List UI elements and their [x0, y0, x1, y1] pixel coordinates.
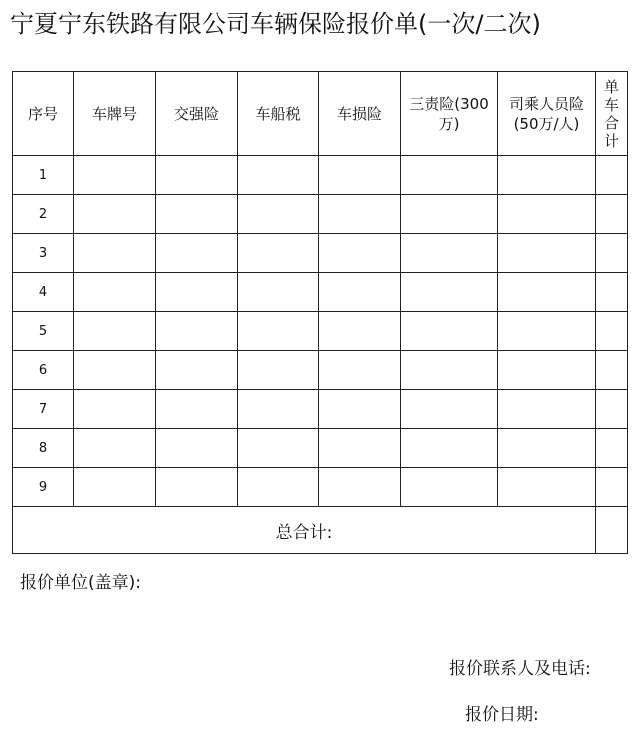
vessel-tax-cell[interactable] [238, 429, 319, 468]
contact-label: 报价联系人及电话: [449, 659, 591, 679]
compulsory-cell[interactable] [156, 312, 238, 351]
compulsory-cell[interactable] [156, 351, 238, 390]
header-single-total-char: 车 [603, 95, 619, 114]
third-party-cell[interactable] [401, 273, 498, 312]
vessel-tax-cell[interactable] [238, 156, 319, 195]
row-seq-cell: 7 [13, 390, 74, 429]
plate-cell[interactable] [74, 312, 156, 351]
plate-cell[interactable] [74, 195, 156, 234]
plate-cell[interactable] [74, 429, 156, 468]
table-row [13, 468, 628, 507]
row-seq-cell: 6 [13, 351, 74, 390]
table-row [13, 234, 628, 273]
passenger-cell[interactable] [498, 156, 596, 195]
row-seq-cell: 1 [13, 156, 74, 195]
damage-cell[interactable] [319, 429, 401, 468]
row-seq-cell: 5 [13, 312, 74, 351]
compulsory-cell[interactable] [156, 195, 238, 234]
header-third-party-line2: 万) [438, 114, 460, 133]
passenger-cell[interactable] [498, 273, 596, 312]
header-third-party-line1: 三责险(300 [409, 94, 489, 113]
single-total-cell[interactable] [596, 351, 628, 390]
third-party-cell[interactable] [401, 195, 498, 234]
vessel-tax-cell[interactable] [238, 195, 319, 234]
plate-cell[interactable] [74, 273, 156, 312]
passenger-cell[interactable] [498, 234, 596, 273]
header-seq: 序号 [13, 72, 74, 156]
table-row [13, 351, 628, 390]
row-seq-cell: 8 [13, 429, 74, 468]
third-party-cell[interactable] [401, 234, 498, 273]
row-seq-cell: 2 [13, 195, 74, 234]
header-compulsory-insurance: 交强险 [156, 72, 238, 156]
quote-date-label: 报价日期: [465, 705, 539, 725]
passenger-cell[interactable] [498, 390, 596, 429]
third-party-cell[interactable] [401, 351, 498, 390]
passenger-cell[interactable] [498, 312, 596, 351]
passenger-cell[interactable] [498, 195, 596, 234]
table-row [13, 312, 628, 351]
vessel-tax-cell[interactable] [238, 351, 319, 390]
header-single-total-char: 合 [603, 113, 619, 132]
quote-table [12, 71, 628, 554]
grand-total-label: 总合计: [13, 507, 596, 554]
plate-cell[interactable] [74, 468, 156, 507]
third-party-cell[interactable] [401, 156, 498, 195]
vessel-tax-cell[interactable] [238, 234, 319, 273]
plate-cell[interactable] [74, 156, 156, 195]
header-single-vehicle-total [596, 72, 628, 156]
header-passenger-line1: 司乘人员险 [508, 94, 584, 113]
compulsory-cell[interactable] [156, 234, 238, 273]
single-total-cell[interactable] [596, 468, 628, 507]
table-row [13, 156, 628, 195]
plate-cell[interactable] [74, 351, 156, 390]
single-total-cell[interactable] [596, 429, 628, 468]
vessel-tax-cell[interactable] [238, 312, 319, 351]
third-party-cell[interactable] [401, 312, 498, 351]
table-row [13, 273, 628, 312]
header-third-party-insurance [401, 72, 498, 156]
damage-cell[interactable] [319, 312, 401, 351]
third-party-cell[interactable] [401, 390, 498, 429]
compulsory-cell[interactable] [156, 156, 238, 195]
header-vessel-tax: 车船税 [238, 72, 319, 156]
plate-cell[interactable] [74, 390, 156, 429]
header-passenger-insurance [498, 72, 596, 156]
quoting-unit-label: 报价单位(盖章): [20, 573, 141, 593]
row-seq-cell: 4 [13, 273, 74, 312]
damage-cell[interactable] [319, 156, 401, 195]
table-body [13, 156, 628, 507]
damage-cell[interactable] [319, 195, 401, 234]
compulsory-cell[interactable] [156, 429, 238, 468]
total-row [13, 507, 628, 554]
plate-cell[interactable] [74, 234, 156, 273]
damage-cell[interactable] [319, 468, 401, 507]
third-party-cell[interactable] [401, 468, 498, 507]
header-single-total-char: 计 [603, 131, 619, 150]
document-title: 宁夏宁东铁路有限公司车辆保险报价单(一次/二次) [10, 10, 541, 38]
header-passenger-line2: (50万/人) [513, 114, 580, 133]
header-damage-insurance: 车损险 [319, 72, 401, 156]
passenger-cell[interactable] [498, 429, 596, 468]
header-plate: 车牌号 [74, 72, 156, 156]
header-single-total-char: 单 [603, 77, 619, 96]
passenger-cell[interactable] [498, 468, 596, 507]
table-row [13, 429, 628, 468]
single-total-cell[interactable] [596, 390, 628, 429]
row-seq-cell: 9 [13, 468, 74, 507]
vessel-tax-cell[interactable] [238, 468, 319, 507]
compulsory-cell[interactable] [156, 390, 238, 429]
compulsory-cell[interactable] [156, 468, 238, 507]
vessel-tax-cell[interactable] [238, 390, 319, 429]
single-total-cell[interactable] [596, 195, 628, 234]
table-row [13, 390, 628, 429]
damage-cell[interactable] [319, 390, 401, 429]
table-row [13, 195, 628, 234]
row-seq-cell: 3 [13, 234, 74, 273]
header-row [13, 72, 628, 156]
single-total-cell[interactable] [596, 273, 628, 312]
third-party-cell[interactable] [401, 429, 498, 468]
compulsory-cell[interactable] [156, 273, 238, 312]
damage-cell[interactable] [319, 234, 401, 273]
grand-total-cell[interactable] [596, 507, 628, 554]
single-total-cell[interactable] [596, 312, 628, 351]
passenger-cell[interactable] [498, 351, 596, 390]
single-total-cell[interactable] [596, 156, 628, 195]
single-total-cell[interactable] [596, 234, 628, 273]
damage-cell[interactable] [319, 273, 401, 312]
damage-cell[interactable] [319, 351, 401, 390]
vessel-tax-cell[interactable] [238, 273, 319, 312]
